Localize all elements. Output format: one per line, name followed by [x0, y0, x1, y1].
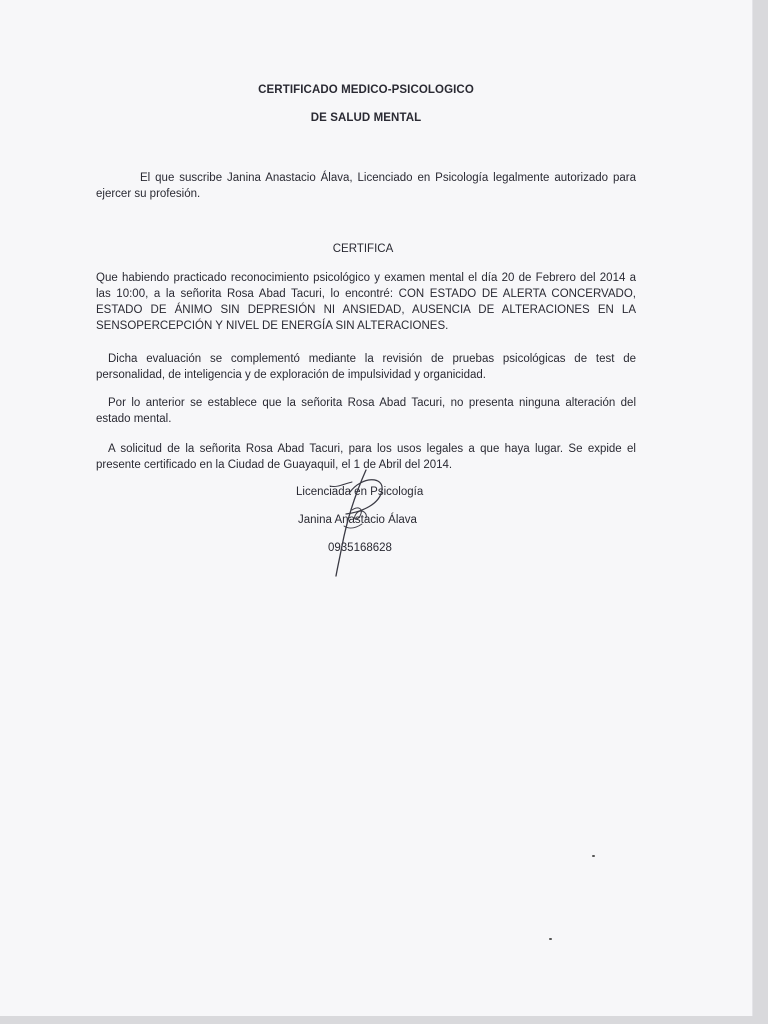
signer-title: Licenciada en Psicología — [296, 486, 424, 498]
paper-speck — [549, 938, 552, 940]
document-subtitle: DE SALUD MENTAL — [310, 112, 422, 124]
intro-paragraph: El que suscribe Janina Anastacio Álava, Licenciado en Psicología legalmente autorizado para ejercer su profesión. — [96, 172, 636, 200]
certifica-heading: CERTIFICA — [332, 243, 394, 255]
issuance-paragraph: A solicitud de la señorita Rosa Abad Tacuri, para los usos legales a que haya lugar. Se expide el presente certificado en la Ciudad de Guayaquil, el 1 de Abril del 2014. — [96, 443, 636, 471]
document-title: CERTIFICADO MEDICO-PSICOLOGICO — [258, 84, 474, 96]
findings-paragraph: Que habiendo practicado reconocimiento psicológico y examen mental el día 20 de Febrero del 2014 a las 10:00, a la señorita Rosa Abad Tacuri, lo encontré: CON ESTADO DE ALERTA CONCERVADO, ESTADO DE ÁNIMO SIN DEPRESIÓN NI ANSIEDAD, AUSENCIA DE ALTERACIONES EN LA SENSOPERCEPCIÓN Y NIVEL DE ENERGÍA SIN ALTERACIONES. — [96, 272, 636, 332]
handwritten-signature — [322, 466, 392, 578]
signer-name: Janina Anastacio Álava — [298, 514, 417, 526]
paper-speck — [592, 855, 595, 857]
evaluation-paragraph: Dicha evaluación se complementó mediante la revisión de pruebas psicológicas de test de personalidad, de inteligencia y de exploración de impulsividad y organicidad. — [96, 353, 636, 381]
signer-id-number: 0935168628 — [328, 542, 392, 554]
conclusion-paragraph: Por lo anterior se establece que la señorita Rosa Abad Tacuri, no presenta ninguna alteración del estado mental. — [96, 397, 636, 425]
